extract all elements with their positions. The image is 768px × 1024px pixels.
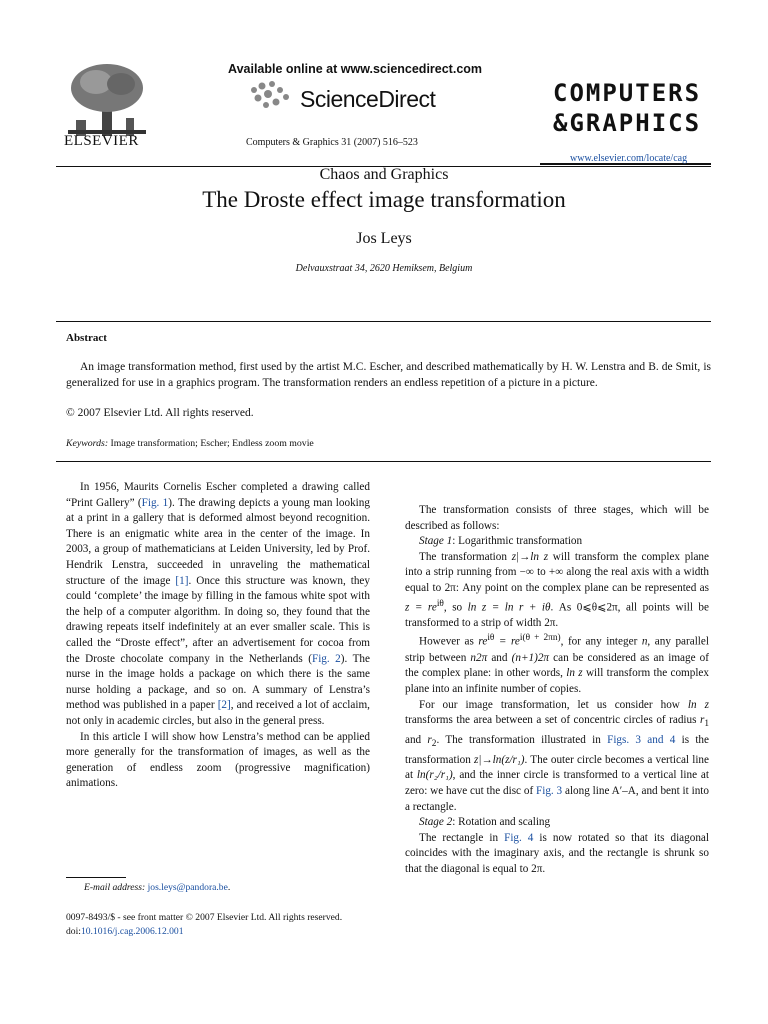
keywords-line	[66, 438, 314, 449]
abstract-bottom-rule	[56, 461, 711, 462]
fig4-link[interactable]: Fig. 4	[504, 831, 534, 844]
front-matter: 0097-8493/$ - see front matter © 2007 Elsevier Ltd. All rights reserved.	[66, 912, 343, 923]
sciencedirect-dots-icon	[248, 80, 298, 112]
keywords-label: Keywords:	[66, 438, 109, 449]
ref1-link[interactable]: [1]	[175, 574, 189, 587]
article-section: Chaos and Graphics	[319, 166, 449, 183]
figs34-link[interactable]: Figs. 3 and 4	[607, 734, 676, 747]
stage2-heading: Stage 2: Rotation and scaling	[419, 816, 551, 829]
intro-paragraph-2: In this article I will show how Lenstra’s method can be applied more generally for the transformation of images, as well as the generation of endless zoom (progressive magnification) animations.	[66, 730, 370, 790]
intro-paragraph-1: In 1956, Maurits Cornelis Escher completed a drawing called “Print Gallery” (Fig. 1). The drawing depicts a young man looking at a print in a gallery that is deformed almost beyond recognition. There is an enigmatic white area in the center of the image. In 2003, a group of mathematicians at Leiden University, led by Prof. Hendrik Lenstra, succeeded in unraveling the mathematical structure of the image [1]. Once this structure was known, they could ‘complete’ the image by filling in the famous white spot with the help of a computer algorithm. In doing so, they found that the drawing repeats itself indefinitely at an ever smaller scale. This is called the “Droste effect”, after an advertisement for cocoa from the Droste chocolate company in the Netherlands (Fig. 2). The nurse in the image holds a package on which there is the same nurse holding a package, and so on. A summary of Lenstra’s method was published in a paper [2], and received a lot of acclaim, not only in academic circles, but also in the general press.	[66, 481, 370, 727]
stage1-paragraph-2: However as $re^{i\theta} = re^{i(\theta + 2\pi n)}$, for any integer n, any parallel strip between n2π and (n+1)2π can be considered as an image of the complex plane: in other words, ln z will transform the complex plane into an infinite number of copies.	[405, 633, 710, 695]
stage1-paragraph-3: For our image transformation, let us consider how ln z transforms the area between a set of concentric circles of radius $r_1$ and $r_2$. The transformation illustrated in Figs. 3 and 4 is the transformation z|→ln(z/r₁). The outer circle becomes a vertical line at ln(r₂/r₁), and the inner circle is transformed to a vertical line at zero: we have cut the disc of Fig. 3 along line A′–A, and bent it into a rectangle.	[405, 698, 709, 813]
right-column	[405, 503, 709, 878]
stage1-heading: Stage 1: Logarithmic transformation	[419, 535, 583, 548]
doi-link[interactable]: 10.1016/j.cag.2006.12.001	[80, 926, 184, 937]
abstract-text	[66, 360, 711, 391]
fig2-link[interactable]: Fig. 2	[311, 652, 341, 665]
abstract-top-rule	[56, 321, 711, 322]
stages-intro: The transformation consists of three stages, which will be described as follows:	[405, 504, 709, 532]
available-online-text[interactable]: Available online at www.sciencedirect.com	[228, 62, 483, 76]
email-label: E-mail address:	[84, 882, 146, 893]
author-affiliation: Delvauxstraat 34, 2620 Hemiksem, Belgium	[295, 263, 473, 274]
abstract-heading: Abstract	[66, 332, 107, 344]
stage2-paragraph-1: The rectangle in Fig. 4 is now rotated so that its diagonal coincides with the imaginary axis, and the rectangle is shrunk so that the diagonal is equal to 2π.	[405, 831, 709, 875]
sciencedirect-wordmark: ScienceDirect	[300, 86, 436, 112]
abstract-paragraph: An image transformation method, first used by the artist M.C. Escher, and described mathematically by H. W. Lenstra and B. de Smit, is generalized for use in a graphics program. The transformation renders an endless repetition of a picture in a picture.	[66, 361, 711, 389]
publisher-name: ELSEVIER	[64, 133, 139, 149]
left-column	[66, 480, 370, 792]
article-title: The Droste effect image transformation	[202, 187, 566, 212]
fig3-link[interactable]: Fig. 3	[536, 785, 563, 798]
author-email-footnote: E-mail address: jos.leys@pandora.be.	[84, 882, 231, 893]
article-author: Jos Leys	[356, 230, 412, 247]
abstract-copyright: © 2007 Elsevier Ltd. All rights reserved.	[66, 407, 254, 419]
ref2-link[interactable]: [2]	[217, 699, 231, 712]
keywords-list: Image transformation; Escher; Endless zoom movie	[110, 438, 314, 449]
stage1-paragraph-1: The transformation z|→ln z will transform the complex plane into a strip running from −∞ to +∞ along the real axis with a width equal to 2π: Any point on the complex plane can be represented as $z = re^{i\theta}$, so ln z = ln r + iθ. As 0⩽θ⩽2π, all points will be transformed to a strip of width 2π.	[405, 550, 709, 629]
journal-name: COMPUTERS &GRAPHICS	[553, 79, 702, 137]
footnote-rule	[66, 877, 126, 878]
fig1-link[interactable]: Fig. 1	[141, 496, 169, 509]
front-matter-block	[66, 911, 342, 939]
journal-citation: Computers & Graphics 31 (2007) 516–523	[246, 137, 418, 148]
email-link[interactable]: jos.leys@pandora.be	[147, 882, 228, 893]
journal-url-link[interactable]: www.elsevier.com/locate/cag	[570, 153, 688, 164]
doi-line: doi:10.1016/j.cag.2006.12.001	[66, 926, 184, 937]
